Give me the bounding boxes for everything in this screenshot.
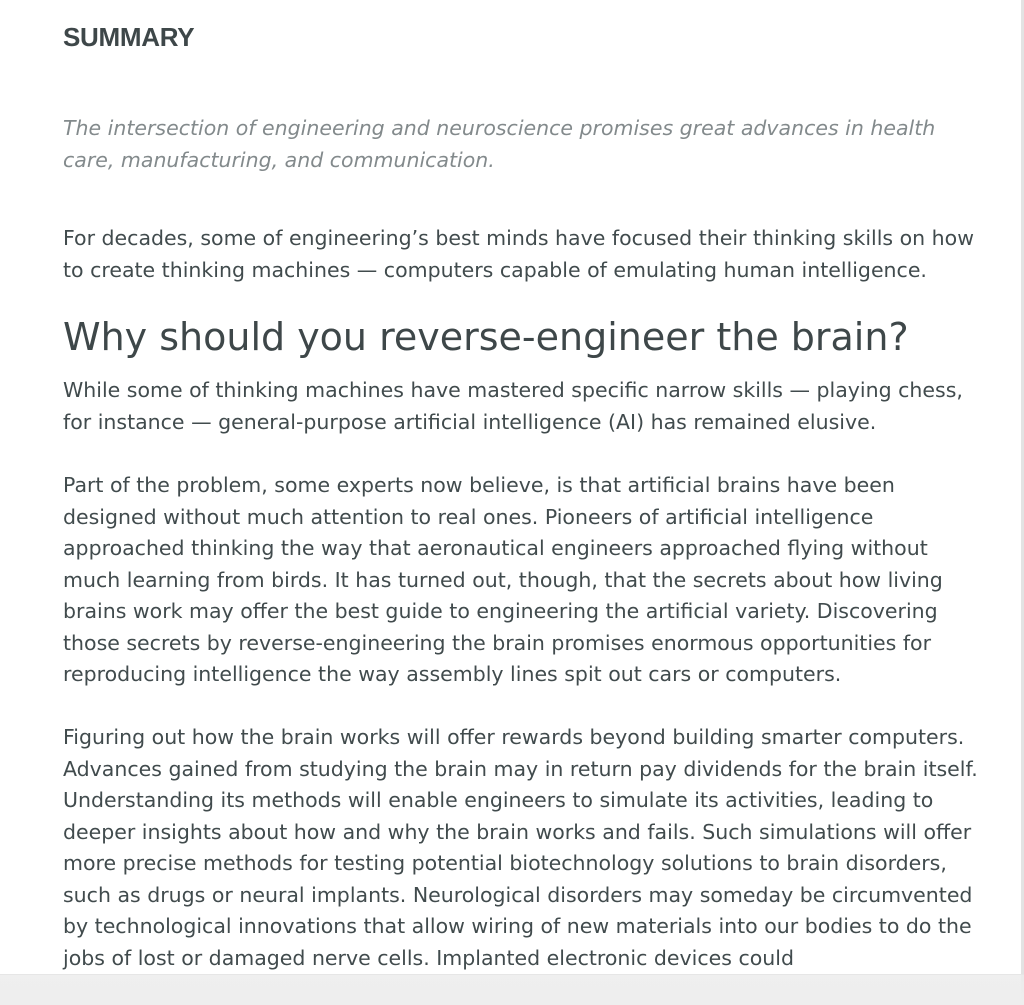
summary-dek: The intersection of engineering and neuroscience promises great advances in health care, manufacturing, and communication.	[63, 116, 936, 172]
body-paragraph-1: While some of thinking machines have mastered specific narrow skills — playing chess, for instance — general-purpose artificial intelligence (AI) has remained elusive.	[63, 378, 963, 434]
bottom-fade-bar	[0, 974, 1024, 1005]
summary-intro: For decades, some of engineering’s best minds have focused their thinking skills on how to create thinking machines — computers capable of emulating human intelligence.	[63, 226, 974, 282]
body-paragraph-3: Figuring out how the brain works will offer rewards beyond building smarter computers. Advances gained from studying the brain may in return pay dividends for the brain itself. Understanding its methods will enable engineers to simulate its activities, leading to deeper insights about how and why the brain works and fails. Such simulations will offer more precise methods for testing potential biotechnology solutions to brain disorders, such as drugs or neural implants. Neurological disorders may someday be circumvented by technological innovations that allow wiring of new materials into our bodies to do the jobs of lost or damaged nerve cells. Implanted electronic devices could	[63, 725, 978, 970]
section-heading: Why should you reverse-engineer the brain?	[63, 315, 909, 359]
body-paragraph-2: Part of the problem, some experts now believe, is that artificial brains have been designed without much attention to real ones. Pioneers of artificial intelligence approached thinking the way that aeronautical engineers approached flying without much learning from birds. It has turned out, though, that the secrets about how living brains work may offer the best guide to engineering the artificial variety. Discovering those secrets by reverse-engineering the brain promises enormous opportunities for reproducing intelligence the way assembly lines spit out cars or computers.	[63, 473, 943, 686]
summary-label: SUMMARY	[63, 22, 195, 52]
